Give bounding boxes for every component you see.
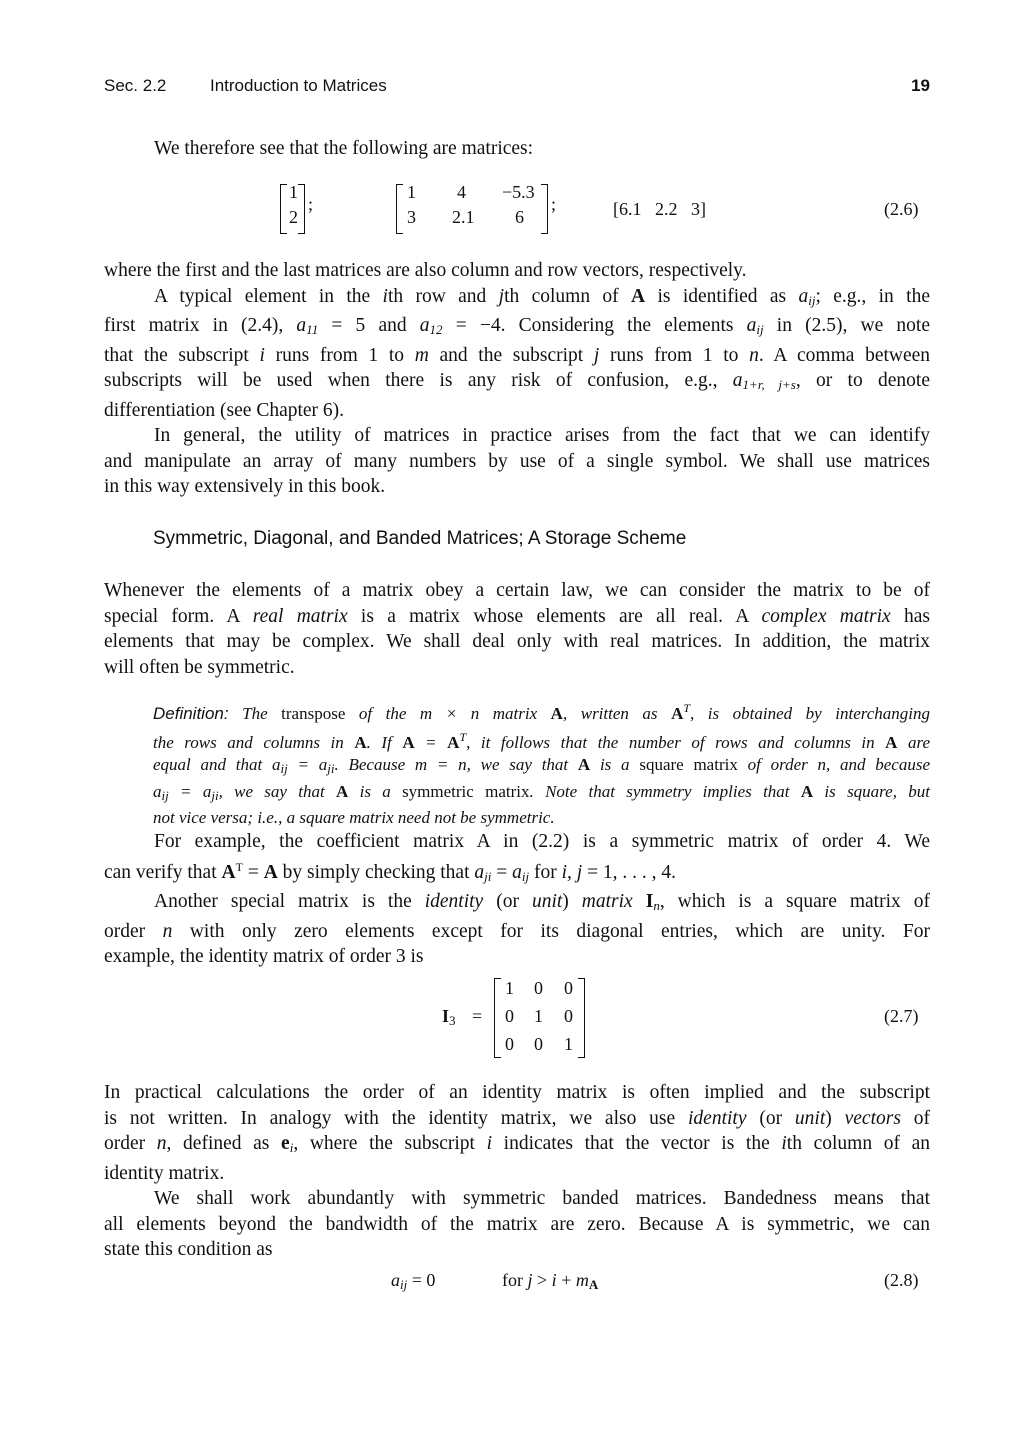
- text-line: not vice versa; i.e., a square matrix need not be symmetric.: [153, 808, 555, 827]
- identity-symbol: $I_3$: [442, 1006, 456, 1028]
- text-line: in this way extensively in this book.: [104, 476, 386, 497]
- text-line: and manipulate an array of many numbers by use of a single symbol. We shall use matrices: [104, 450, 930, 472]
- equals-sign: =: [472, 1006, 483, 1026]
- text-line: is not written. In analogy with the identity matrix, we also use identity (or unit) vectors of: [104, 1107, 931, 1129]
- running-header: [104, 76, 930, 102]
- text-line: differentiation (see Chapter 6).: [104, 399, 345, 421]
- matrix-cell: 0: [534, 1034, 543, 1054]
- text-line: where the first and the last matrices are also column and row vectors, respectively.: [104, 260, 747, 281]
- text-line: all elements beyond the bandwidth of the matrix are zero. Because A is symmetric, we can: [104, 1213, 930, 1235]
- equation-number: (2.8): [884, 1270, 919, 1290]
- text-line: In general, the utility of matrices in practice arises from the fact that we can identify: [154, 425, 930, 446]
- section-number: Sec. 2.2: [104, 76, 167, 95]
- equation-condition: for $j > i + m_A$: [502, 1270, 599, 1292]
- paragraph-special-form: [104, 578, 930, 680]
- equation-number: (2.6): [884, 199, 919, 219]
- text-line: identity matrix.: [104, 1162, 225, 1184]
- matrix-cell: 2: [289, 207, 298, 227]
- matrix-cell: 1: [407, 182, 416, 202]
- text-line: the rows and columns in A. If $A = A^T$, it follows that the number of rows and columns in A are: [153, 729, 930, 752]
- matrix-cell: 1: [534, 1006, 543, 1026]
- equation-2-6: [0, 180, 1024, 236]
- page-number: 19: [911, 76, 930, 95]
- text-line: subscripts will be used when there is any risk of confusion, e.g., $a_{1+r, j+s}$, or to denote: [104, 370, 930, 392]
- matrix-cell: 1: [505, 978, 514, 998]
- bracket-right: [298, 184, 305, 234]
- matrix-cell: 3: [407, 207, 416, 227]
- matrix-cell: −5.3: [502, 182, 535, 202]
- matrix-cell: 0: [505, 1006, 514, 1026]
- text-line: For example, the coefficient matrix A in (2.2) is a symmetric matrix of order 4. We: [154, 831, 930, 852]
- text-line: state this condition as: [104, 1239, 273, 1260]
- equation-2-7: [0, 972, 1024, 1062]
- text-line: order n with only zero elements except for its diagonal entries, which are unity. For: [104, 920, 930, 942]
- bracket-right: [541, 184, 548, 234]
- text-line: In practical calculations the order of an identity matrix is often implied and the subscript: [104, 1082, 930, 1103]
- matrix-cell: 1: [564, 1034, 573, 1054]
- matrix-cell: 0: [564, 978, 573, 998]
- text-line: example, the identity matrix of order 3 is: [104, 946, 424, 967]
- section-subheading: Symmetric, Diagonal, and Banded Matrices; A Storage Scheme: [153, 528, 687, 549]
- text-line: $a_{ij} = a_{ji}$, we say that A is a symmetric matrix. Note that symmetry implies that A is square, but: [153, 781, 930, 803]
- separator: ;: [551, 194, 557, 214]
- text-line: Another special matrix is the identity (or unit) matrix $I_n$, which is a square matrix of: [154, 891, 930, 913]
- matrix-cell: 4: [457, 182, 466, 202]
- separator: ;: [308, 194, 314, 214]
- row-vector: [6.1 2.2 3]: [613, 199, 706, 219]
- section-title: Introduction to Matrices: [210, 76, 387, 95]
- text-line: We shall work abundantly with symmetric banded matrices. Bandedness means that: [154, 1188, 930, 1209]
- bracket-right: [578, 978, 585, 1058]
- bracket-left: [494, 978, 501, 1058]
- paragraph-identity: [104, 829, 930, 970]
- bracket-left: [396, 184, 403, 234]
- text-line: Definition: The transpose of the m × n matrix A, written as $A^T$, is obtained by interchanging: [153, 701, 930, 723]
- definition-label: Definition:: [153, 704, 229, 723]
- text-line: order n, defined as $e_i$, where the subscript i indicates that the vector is the ith column of an: [104, 1133, 931, 1155]
- text-line: can verify that $A^T = A$ by simply checking that $a_{ji} = a_{ij}$ for i, j = 1, . . . , 4.: [104, 859, 677, 884]
- paragraph-identity-vectors: [104, 1080, 930, 1263]
- text-line: elements that may be complex. We shall deal only with real matrices. In addition, the matrix: [104, 631, 930, 652]
- text-line: special form. A real matrix is a matrix whose elements are all real. A complex matrix has: [104, 605, 930, 627]
- matrix-cell: 0: [534, 978, 543, 998]
- matrix-cell: 6: [515, 207, 524, 227]
- equation-lhs: $a_{ij} = 0$: [391, 1270, 436, 1292]
- paragraph-matrix-elements: [104, 258, 930, 500]
- text-line: will often be symmetric.: [104, 656, 295, 678]
- equation-2-8: [0, 1270, 1024, 1300]
- text-line: A typical element in the ith row and jth column of A is identified as $a_{ij}$; e.g., in the: [154, 285, 930, 308]
- definition-block: [153, 697, 930, 830]
- matrix-cell: 0: [505, 1034, 514, 1054]
- equation-number: (2.7): [884, 1006, 919, 1026]
- text-line: that the subscript i runs from 1 to m and the subscript j runs from 1 to n. A comma between: [104, 344, 931, 366]
- intro-line: We therefore see that the following are matrices:: [154, 138, 534, 159]
- text-line: first matrix in (2.4), $a_{11} = 5$ and $a_{12} = -4$. Considering the elements $a_{ij}$ in (2.5), we note: [104, 315, 930, 337]
- matrix-cell: 0: [564, 1006, 573, 1026]
- matrix-cell: 2.1: [452, 207, 475, 227]
- text-line: equal and that $a_{ij} = a_{ji}$. Because m = n, we say that A is a square matrix of order n, and because: [153, 755, 931, 776]
- text-line: Whenever the elements of a matrix obey a certain law, we can consider the matrix to be of: [104, 580, 930, 601]
- bracket-left: [280, 184, 287, 234]
- matrix-cell: 1: [289, 182, 298, 202]
